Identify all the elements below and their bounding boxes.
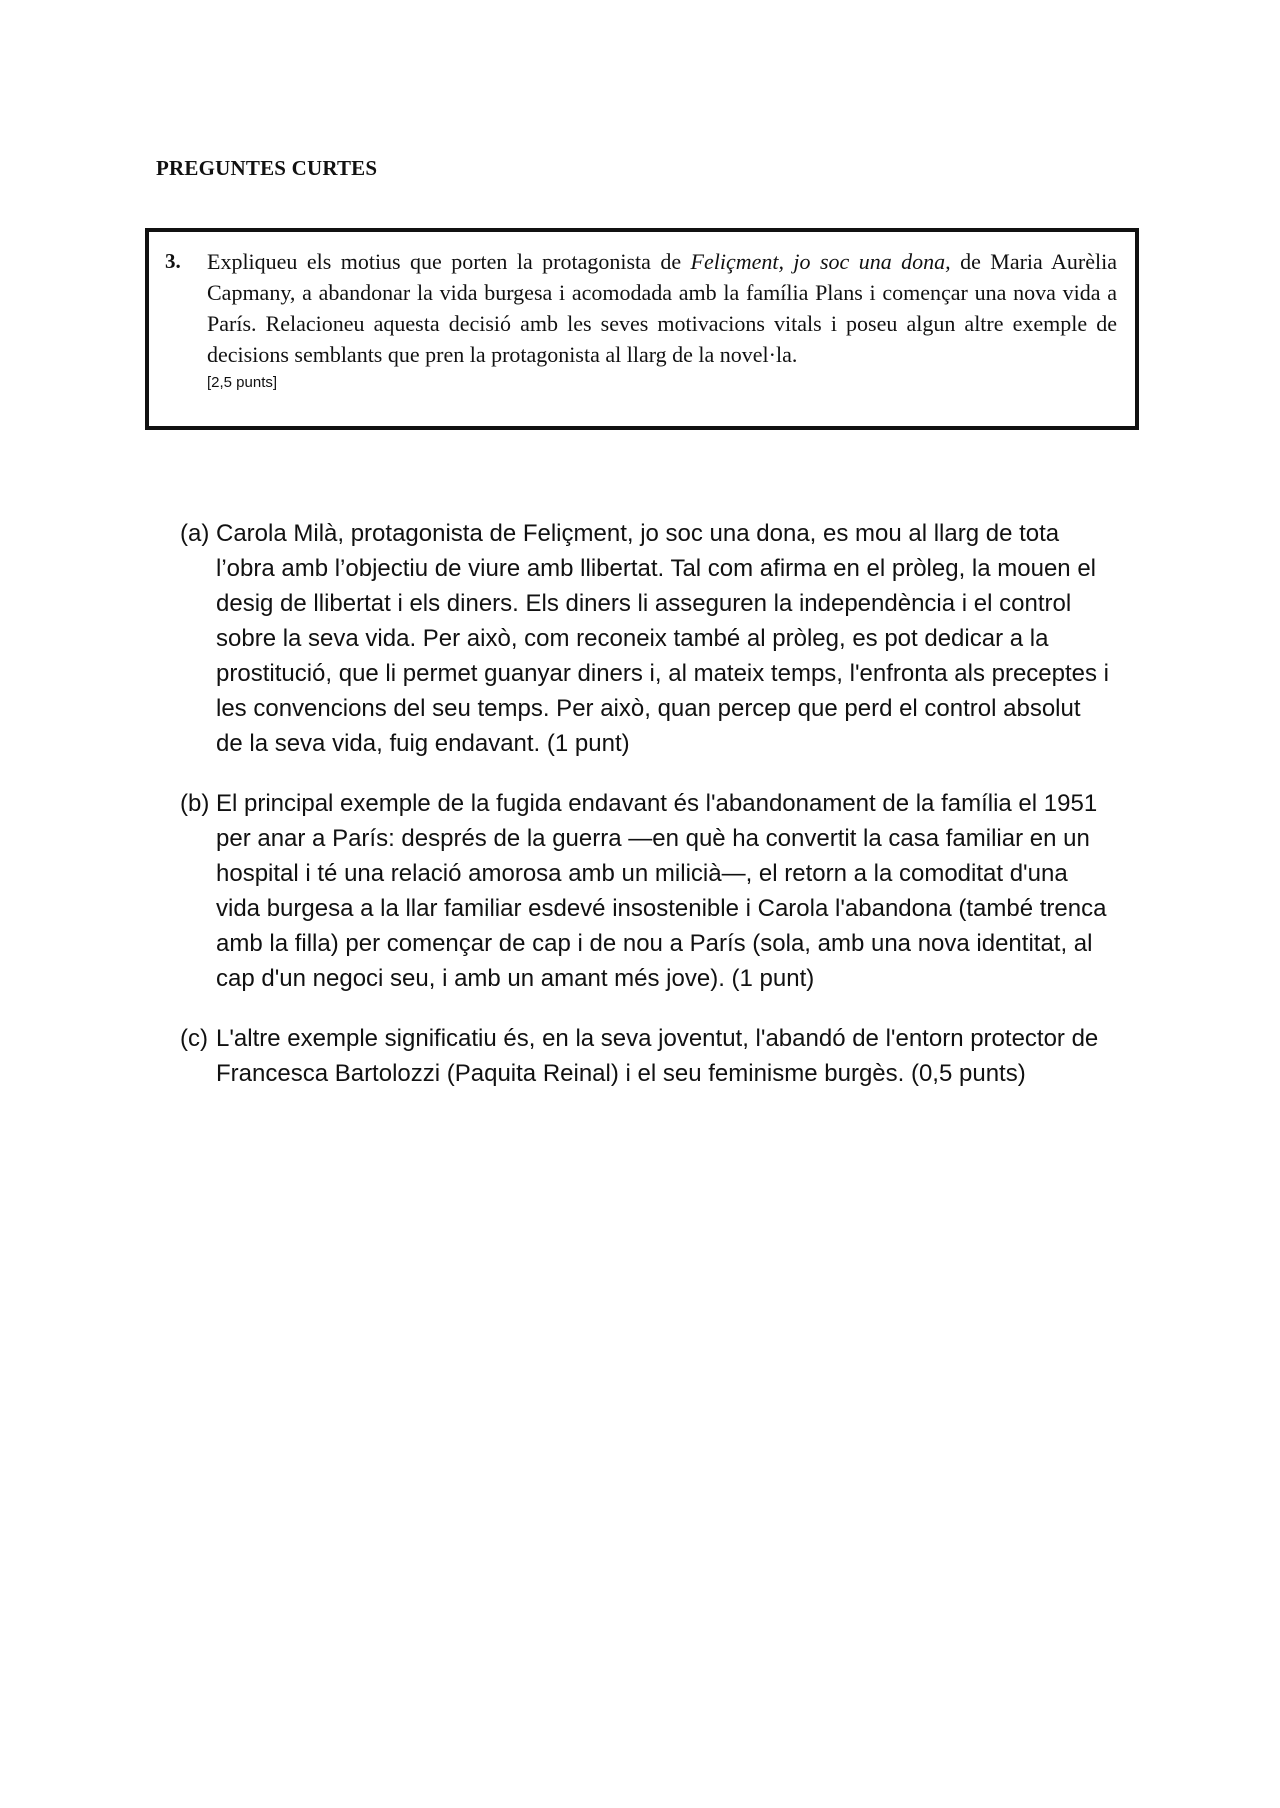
answer-text: Carola Milà, protagonista de Feliçment, jo soc una dona, es mou al llarg de tota l’obra amb l’objectiu de viure amb llibertat. Tal com afirma en el pròleg, la mouen el desig de llibertat i els diners. Els diners li asseguren la independència i el control sobre la seva vida. Per això, com reconeix també al pròleg, es pot dedicar a la prostitució, que li permet guanyar diners i, al mateix temps, l'enfronta als preceptes i les convencions del seu temps. Per això, quan percep que perd el control absolut de la seva vida, fuig endavant. (1 punt): [216, 520, 1110, 757]
answer-list: [180, 516, 1110, 1116]
answer-text: L'altre exemple significatiu és, en la seva joventut, l'abandó de l'entorn protector de Francesca Bartolozzi (Paquita Reinal) i el seu feminisme burgès. (0,5 punts): [216, 1025, 1099, 1087]
question-points: [2,5 punts]: [207, 374, 278, 391]
answer-item-b: [180, 786, 1110, 996]
question-text-after: de Maria Aurèlia Capmany, a abandonar la vida burgesa i acomodada amb la família Plans i començar una nova vida a París. Relacioneu aquesta decisió amb les seves motivacions vitals i poseu algun altre exemple de decisions semblants que pren la protagonista al llarg de la novel·la.: [207, 249, 1117, 367]
question-number: 3.: [165, 249, 181, 273]
question-text-before: Expliqueu els motius que porten la protagonista de: [207, 249, 691, 274]
answer-text: El principal exemple de la fugida endavant és l'abandonament de la família el 1951 per anar a París: després de la guerra —en què ha convertit la casa familiar en un hospital i té una relació amorosa amb un milicià—, el retorn a la comoditat d'una vida burgesa a la llar familiar esdevé insostenible i Carola l'abandona (també trenca amb la filla) per començar de cap i de nou a París (sola, amb una nova identitat, al cap d'un negoci seu, i amb un amant més jove). (1 punt): [216, 790, 1107, 992]
answer-item-c: [180, 1021, 1110, 1091]
section-title: PREGUNTES CURTES: [156, 156, 378, 180]
answer-letter: (b): [180, 790, 210, 817]
question-text: [207, 246, 1117, 370]
question-book-title: Feliçment, jo soc una dona,: [690, 249, 951, 274]
answer-letter: (c): [180, 1025, 208, 1052]
question-row: [163, 246, 1117, 370]
question-box: [145, 228, 1139, 430]
answer-letter: (a): [180, 520, 210, 547]
answer-item-a: [180, 516, 1110, 761]
